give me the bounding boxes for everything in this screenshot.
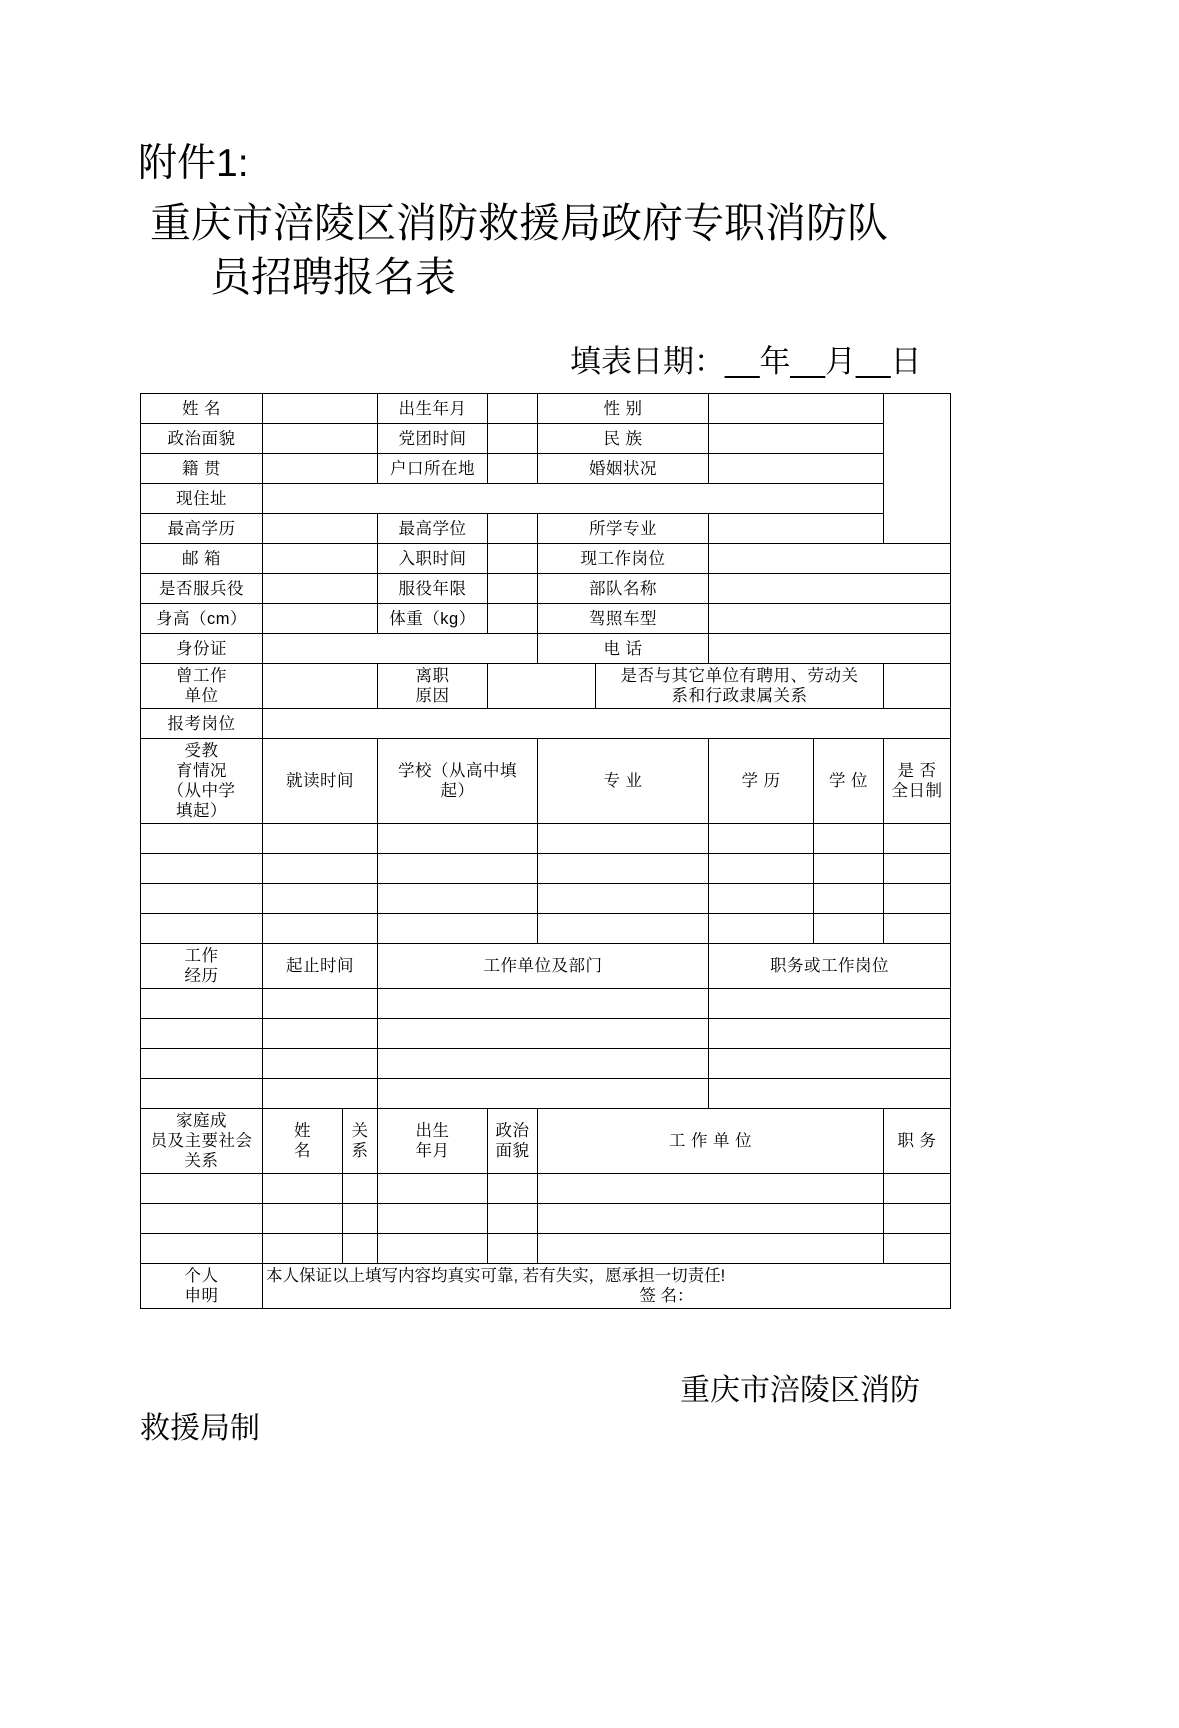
label-work-section bbox=[141, 944, 263, 989]
family-col-relation bbox=[343, 1109, 378, 1174]
table-row bbox=[141, 634, 951, 664]
education-cell-school[interactable] bbox=[378, 914, 538, 944]
label-marital: 婚姻状况 bbox=[538, 454, 709, 484]
family-col-birth bbox=[378, 1109, 488, 1174]
education-entry-row bbox=[141, 824, 951, 854]
education-cell-spacer bbox=[141, 854, 263, 884]
family-cell-political[interactable] bbox=[488, 1204, 538, 1234]
label-party-time: 党团时间 bbox=[378, 424, 488, 454]
family-cell-spacer bbox=[141, 1234, 263, 1264]
field-address[interactable] bbox=[263, 484, 884, 514]
table-row bbox=[141, 574, 951, 604]
label-license-type: 驾照车型 bbox=[538, 604, 709, 634]
education-entry-row bbox=[141, 914, 951, 944]
family-col-political bbox=[488, 1109, 538, 1174]
family-col-name bbox=[263, 1109, 343, 1174]
education-header-row bbox=[141, 739, 951, 824]
education-cell-school[interactable] bbox=[378, 824, 538, 854]
label-email: 邮 箱 bbox=[141, 544, 263, 574]
table-row bbox=[141, 514, 951, 544]
education-section-line1: 受教 bbox=[184, 742, 219, 760]
work-cell-unit[interactable] bbox=[378, 1019, 709, 1049]
work-cell-position[interactable] bbox=[709, 989, 951, 1019]
table-row bbox=[141, 604, 951, 634]
label-apply-post: 报考岗位 bbox=[141, 709, 263, 739]
field-marital[interactable] bbox=[709, 454, 884, 484]
declaration-label-line2: 申明 bbox=[184, 1287, 219, 1305]
family-entry-row bbox=[141, 1204, 951, 1234]
work-col-period: 起止时间 bbox=[263, 944, 378, 989]
label-family-section bbox=[141, 1109, 263, 1174]
field-current-post[interactable] bbox=[709, 544, 951, 574]
family-cell-name[interactable] bbox=[263, 1234, 343, 1264]
family-cell-relation[interactable] bbox=[343, 1204, 378, 1234]
family-col-duty: 职 务 bbox=[884, 1109, 951, 1174]
page-title-line2: 员招聘报名表 bbox=[210, 254, 456, 300]
work-header-row bbox=[141, 944, 951, 989]
field-army-unit[interactable] bbox=[709, 574, 951, 604]
table-row bbox=[141, 424, 951, 454]
family-col-name-line1: 姓 bbox=[294, 1122, 311, 1140]
field-license-type[interactable] bbox=[709, 604, 951, 634]
work-col-position: 职务或工作岗位 bbox=[709, 944, 951, 989]
work-cell-spacer bbox=[141, 1019, 263, 1049]
photo-cell[interactable] bbox=[884, 394, 951, 544]
field-political[interactable] bbox=[263, 424, 378, 454]
label-highest-edu: 最高学历 bbox=[141, 514, 263, 544]
field-former-unit[interactable] bbox=[263, 664, 378, 709]
work-entry-row bbox=[141, 1019, 951, 1049]
education-col-degree: 学 位 bbox=[814, 739, 884, 824]
family-cell-unit[interactable] bbox=[538, 1234, 884, 1264]
field-height[interactable] bbox=[263, 604, 378, 634]
field-highest-edu[interactable] bbox=[263, 514, 378, 544]
field-weight[interactable] bbox=[488, 604, 538, 634]
work-cell-unit[interactable] bbox=[378, 1049, 709, 1079]
label-other-employment-relation bbox=[596, 664, 884, 709]
label-army-unit: 部队名称 bbox=[538, 574, 709, 604]
field-native-place[interactable] bbox=[263, 454, 378, 484]
education-cell-major[interactable] bbox=[538, 824, 709, 854]
family-col-name-line2: 名 bbox=[294, 1142, 311, 1160]
fill-date-line: 填表日期：__年__月__日 bbox=[570, 344, 922, 379]
declaration-content bbox=[263, 1264, 951, 1309]
family-cell-political[interactable] bbox=[488, 1174, 538, 1204]
education-col-degree-level: 学 历 bbox=[709, 739, 814, 824]
family-cell-birth[interactable] bbox=[378, 1204, 488, 1234]
education-entry-row bbox=[141, 854, 951, 884]
education-cell-degree-level[interactable] bbox=[709, 854, 814, 884]
education-section-line4: 填起） bbox=[176, 802, 227, 820]
family-col-political-line1: 政治 bbox=[495, 1122, 530, 1140]
education-cell-spacer bbox=[141, 914, 263, 944]
family-cell-duty[interactable] bbox=[884, 1174, 951, 1204]
label-highest-degree: 最高学位 bbox=[378, 514, 488, 544]
declaration-label-line1: 个人 bbox=[184, 1267, 219, 1285]
issuer-line1: 重庆市涪陵区消防 bbox=[680, 1374, 920, 1407]
family-entry-row bbox=[141, 1174, 951, 1204]
field-birth[interactable] bbox=[488, 394, 538, 424]
family-section-line3: 关系 bbox=[184, 1152, 219, 1170]
family-col-relation-line1: 关 bbox=[351, 1122, 369, 1140]
education-section-line3: （从中学 bbox=[167, 782, 236, 800]
label-entry-time: 入职时间 bbox=[378, 544, 488, 574]
work-section-line2: 经历 bbox=[184, 967, 219, 985]
family-cell-birth[interactable] bbox=[378, 1234, 488, 1264]
education-col-fulltime bbox=[884, 739, 951, 824]
field-major[interactable] bbox=[709, 514, 884, 544]
work-cell-spacer bbox=[141, 989, 263, 1019]
family-cell-name[interactable] bbox=[263, 1204, 343, 1234]
family-cell-birth[interactable] bbox=[378, 1174, 488, 1204]
field-service-years[interactable] bbox=[488, 574, 538, 604]
label-birth: 出生年月 bbox=[378, 394, 488, 424]
label-name: 姓 名 bbox=[141, 394, 263, 424]
education-section-line2: 育情况 bbox=[176, 762, 227, 780]
education-cell-period[interactable] bbox=[263, 914, 378, 944]
label-military-service: 是否服兵役 bbox=[141, 574, 263, 604]
education-cell-period[interactable] bbox=[263, 884, 378, 914]
label-ethnicity: 民 族 bbox=[538, 424, 709, 454]
family-cell-political[interactable] bbox=[488, 1234, 538, 1264]
education-cell-major[interactable] bbox=[538, 884, 709, 914]
family-section-line2: 员及主要社会 bbox=[150, 1132, 253, 1150]
work-section-line1: 工作 bbox=[184, 947, 219, 965]
work-cell-period[interactable] bbox=[263, 989, 378, 1019]
education-cell-period[interactable] bbox=[263, 824, 378, 854]
field-other-employment-relation[interactable] bbox=[884, 664, 951, 709]
family-col-birth-line2: 年月 bbox=[415, 1142, 450, 1160]
label-other-relation-line1: 是否与其它单位有聘用、劳动关 bbox=[620, 667, 859, 685]
work-cell-unit[interactable] bbox=[378, 1079, 709, 1109]
field-apply-post[interactable] bbox=[263, 709, 951, 739]
table-row bbox=[141, 454, 951, 484]
work-cell-position[interactable] bbox=[709, 1019, 951, 1049]
education-col-school-line2: 起） bbox=[440, 782, 475, 800]
education-cell-degree[interactable] bbox=[814, 824, 884, 854]
family-cell-unit[interactable] bbox=[538, 1174, 884, 1204]
education-col-school bbox=[378, 739, 538, 824]
work-entry-row bbox=[141, 989, 951, 1019]
field-gender[interactable] bbox=[709, 394, 884, 424]
family-section-line1: 家庭成 bbox=[176, 1112, 227, 1130]
education-cell-fulltime[interactable] bbox=[884, 914, 951, 944]
family-header-row bbox=[141, 1109, 951, 1174]
education-col-period: 就读时间 bbox=[263, 739, 378, 824]
declaration-text: 本人保证以上填写内容均真实可靠, 若有失实，愿承担一切责任! bbox=[266, 1267, 726, 1285]
family-cell-unit[interactable] bbox=[538, 1204, 884, 1234]
label-native-place: 籍 贯 bbox=[141, 454, 263, 484]
family-col-unit: 工 作 单 位 bbox=[538, 1109, 884, 1174]
field-resign-reason[interactable] bbox=[488, 664, 596, 709]
field-household[interactable] bbox=[488, 454, 538, 484]
work-entry-row bbox=[141, 1049, 951, 1079]
education-cell-degree-level[interactable] bbox=[709, 824, 814, 854]
table-row bbox=[141, 544, 951, 574]
education-col-fulltime-line1: 是 否 bbox=[897, 762, 937, 780]
family-cell-duty[interactable] bbox=[884, 1234, 951, 1264]
work-cell-unit[interactable] bbox=[378, 989, 709, 1019]
education-col-major: 专 业 bbox=[538, 739, 709, 824]
label-current-post: 现工作岗位 bbox=[538, 544, 709, 574]
education-cell-degree[interactable] bbox=[814, 854, 884, 884]
label-gender: 性 别 bbox=[538, 394, 709, 424]
education-cell-school[interactable] bbox=[378, 854, 538, 884]
field-military-service[interactable] bbox=[263, 574, 378, 604]
family-cell-spacer bbox=[141, 1174, 263, 1204]
education-cell-major[interactable] bbox=[538, 854, 709, 884]
table-row bbox=[141, 484, 951, 514]
field-highest-degree[interactable] bbox=[488, 514, 538, 544]
declaration-row bbox=[141, 1264, 951, 1309]
field-entry-time[interactable] bbox=[488, 544, 538, 574]
education-cell-major[interactable] bbox=[538, 914, 709, 944]
field-phone[interactable] bbox=[709, 634, 951, 664]
education-cell-fulltime[interactable] bbox=[884, 824, 951, 854]
label-major: 所学专业 bbox=[538, 514, 709, 544]
education-cell-degree[interactable] bbox=[814, 884, 884, 914]
education-cell-fulltime[interactable] bbox=[884, 854, 951, 884]
issuer-line2: 救援局制 bbox=[140, 1412, 260, 1445]
family-cell-duty[interactable] bbox=[884, 1204, 951, 1234]
work-cell-period[interactable] bbox=[263, 1049, 378, 1079]
attachment-label: 附件1: bbox=[138, 142, 249, 185]
education-cell-school[interactable] bbox=[378, 884, 538, 914]
family-col-relation-line2: 系 bbox=[351, 1142, 369, 1160]
education-col-school-line1: 学校（从高中填 bbox=[398, 762, 517, 780]
education-cell-spacer bbox=[141, 884, 263, 914]
work-entry-row bbox=[141, 1079, 951, 1109]
work-cell-position[interactable] bbox=[709, 1049, 951, 1079]
field-ethnicity[interactable] bbox=[709, 424, 884, 454]
family-cell-relation[interactable] bbox=[343, 1234, 378, 1264]
label-service-years: 服役年限 bbox=[378, 574, 488, 604]
table-row bbox=[141, 394, 951, 424]
field-email[interactable] bbox=[263, 544, 378, 574]
family-cell-name[interactable] bbox=[263, 1174, 343, 1204]
label-height: 身高（cm） bbox=[141, 604, 263, 634]
work-cell-period[interactable] bbox=[263, 1079, 378, 1109]
education-cell-fulltime[interactable] bbox=[884, 884, 951, 914]
education-cell-degree-level[interactable] bbox=[709, 914, 814, 944]
label-phone: 电 话 bbox=[538, 634, 709, 664]
label-address: 现住址 bbox=[141, 484, 263, 514]
registration-form-table bbox=[140, 393, 950, 1309]
work-cell-period[interactable] bbox=[263, 1019, 378, 1049]
label-other-relation-line2: 系和行政隶属关系 bbox=[671, 687, 808, 705]
field-party-time[interactable] bbox=[488, 424, 538, 454]
page-title bbox=[150, 196, 950, 304]
work-col-unit: 工作单位及部门 bbox=[378, 944, 709, 989]
education-cell-degree-level[interactable] bbox=[709, 884, 814, 914]
work-cell-spacer bbox=[141, 1079, 263, 1109]
work-cell-spacer bbox=[141, 1049, 263, 1079]
family-col-birth-line1: 出生 bbox=[415, 1122, 450, 1140]
table-row bbox=[141, 709, 951, 739]
family-col-political-line2: 面貌 bbox=[495, 1142, 530, 1160]
field-name[interactable] bbox=[263, 394, 378, 424]
label-former-unit-line2: 单位 bbox=[184, 687, 219, 705]
label-political: 政治面貌 bbox=[141, 424, 263, 454]
education-cell-degree[interactable] bbox=[814, 914, 884, 944]
family-cell-spacer bbox=[141, 1204, 263, 1234]
signature-label[interactable]: 签 名： bbox=[639, 1287, 694, 1305]
table-row bbox=[141, 664, 951, 709]
label-resign-reason bbox=[378, 664, 488, 709]
field-id-number[interactable] bbox=[263, 634, 538, 664]
work-cell-position[interactable] bbox=[709, 1079, 951, 1109]
page-title-line1: 重庆市涪陵区消防救援局政府专职消防队 bbox=[150, 200, 888, 246]
education-cell-period[interactable] bbox=[263, 854, 378, 884]
label-id-number: 身份证 bbox=[141, 634, 263, 664]
label-resign-reason-line2: 原因 bbox=[415, 687, 450, 705]
label-former-unit bbox=[141, 664, 263, 709]
label-declaration bbox=[141, 1264, 263, 1309]
family-entry-row bbox=[141, 1234, 951, 1264]
label-resign-reason-line1: 离职 bbox=[415, 667, 450, 685]
label-weight: 体重（kg） bbox=[378, 604, 488, 634]
education-entry-row bbox=[141, 884, 951, 914]
education-col-fulltime-line2: 全日制 bbox=[891, 782, 943, 800]
label-former-unit-line1: 曾工作 bbox=[176, 667, 227, 685]
label-household: 户口所在地 bbox=[378, 454, 488, 484]
education-cell-spacer bbox=[141, 824, 263, 854]
label-education-section bbox=[141, 739, 263, 824]
family-cell-relation[interactable] bbox=[343, 1174, 378, 1204]
